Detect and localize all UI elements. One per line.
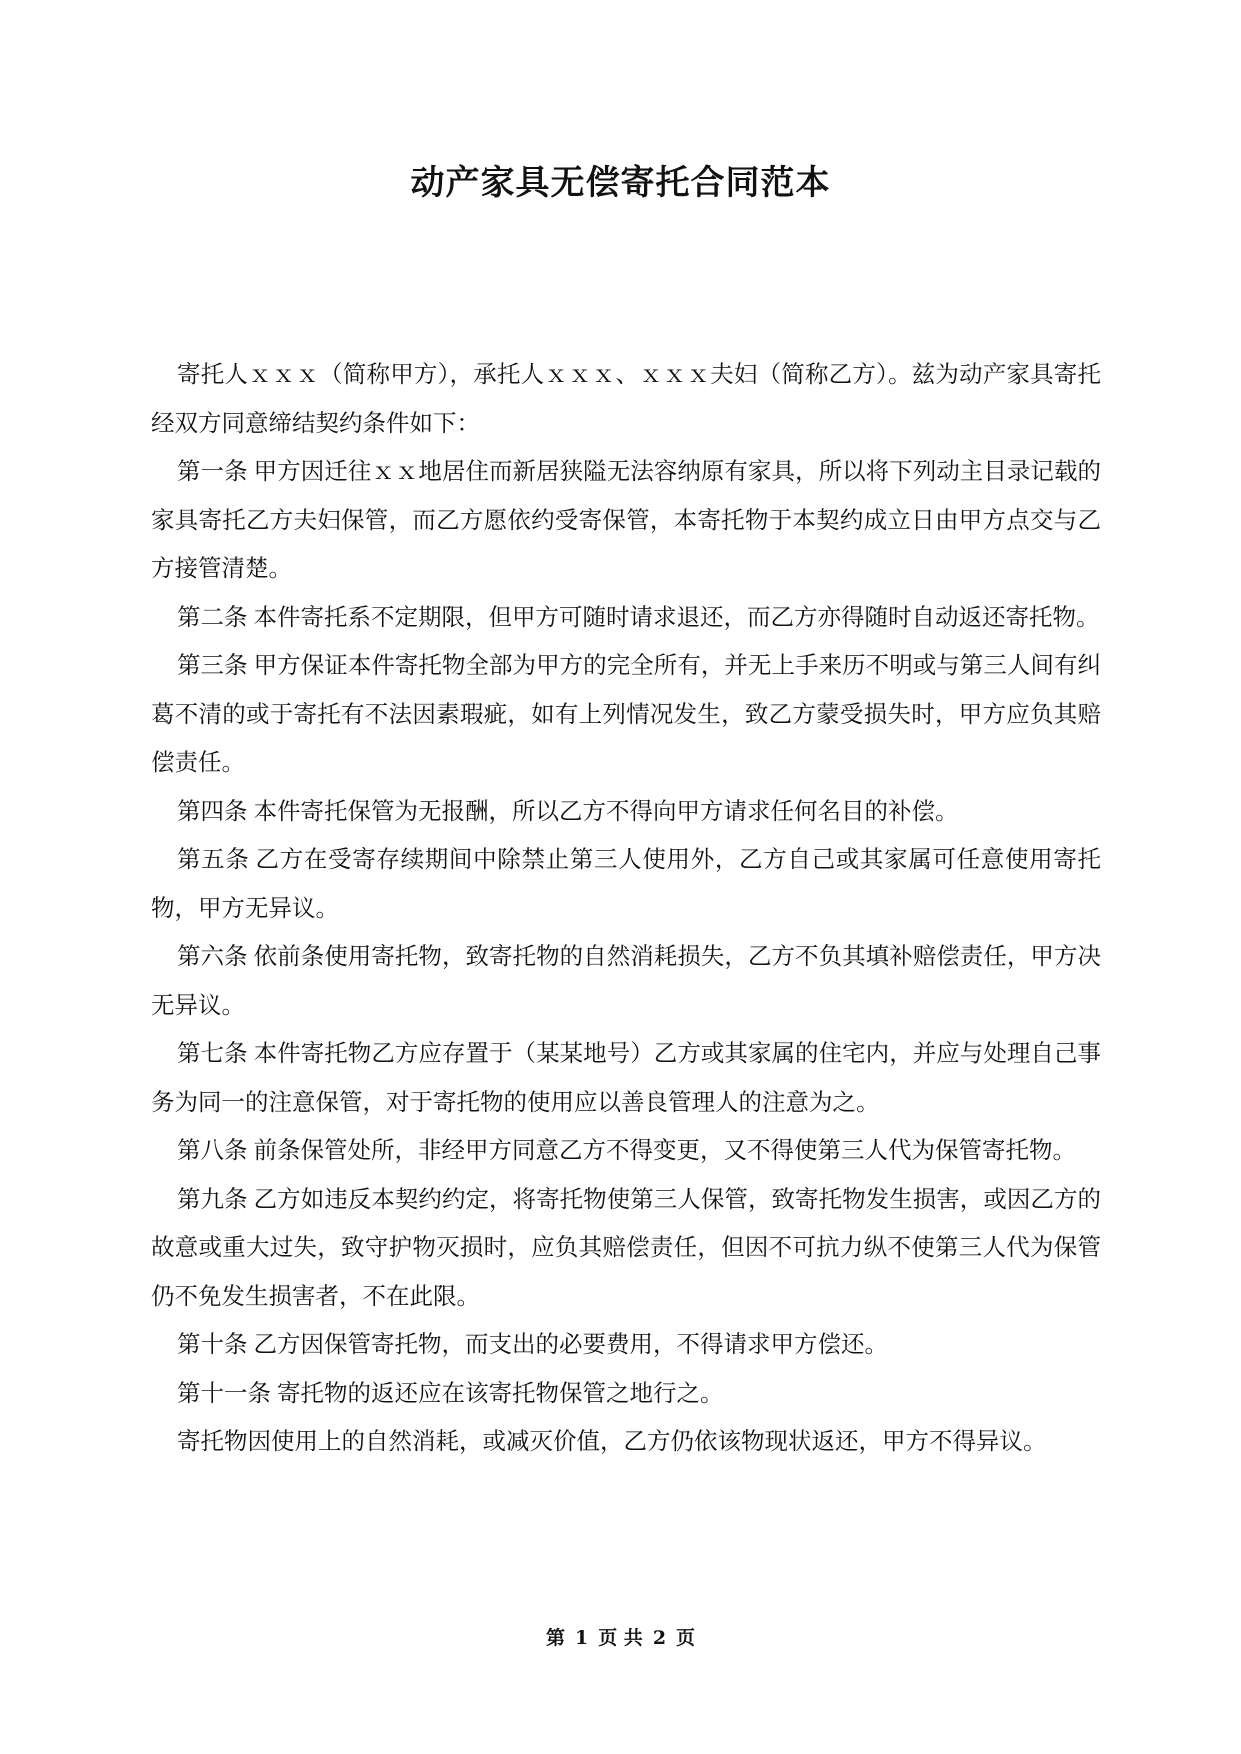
- article-label: 第一条: [177, 457, 248, 485]
- footer-prefix: 第: [545, 1627, 565, 1649]
- article-label: 第十一条: [177, 1378, 271, 1407]
- article-label: 第二条: [177, 602, 248, 631]
- page-footer: [0, 1624, 1241, 1652]
- article-10: [151, 1320, 1101, 1369]
- article-text: 乙方如违反本契约约定，将寄托物使第三人保管，致寄托物发生损害，或因乙方的故意或重大过失，致守护物灭损时，应负其赔偿责任，但因不可抗力纵不使第三人代为保管仍不免发生损害者，不在此限。: [151, 1184, 1102, 1310]
- paragraph-text: 寄托人ｘｘｘ（简称甲方），承托人ｘｘｘ、ｘｘｘ夫妇（简称乙方）。兹为动产家具寄托经双方同意缔结契约条件如下：: [151, 360, 1101, 437]
- paragraph-text: 寄托物因使用上的自然消耗，或减灭价值，乙方仍依该物现状返还，甲方不得异议。: [177, 1427, 1047, 1455]
- article-4: [151, 787, 1101, 836]
- article-3: [151, 641, 1101, 787]
- article-text: 乙方因保管寄托物，而支出的必要费用，不得请求甲方偿还。: [253, 1330, 888, 1358]
- article-text: 本件寄托系不定期限，但甲方可随时请求退还，而乙方亦得随时自动返还寄托物。: [253, 602, 1100, 631]
- document-body: [151, 350, 1101, 1466]
- article-text: 乙方在受寄存续期间中除禁止第三人使用外，乙方自己或其家属可任意使用寄托物，甲方无异议。: [151, 845, 1102, 922]
- article-11: [151, 1369, 1101, 1418]
- article-text: 甲方保证本件寄托物全部为甲方的完全所有，并无上手来历不明或与第三人间有纠葛不清的或于寄托有不法因素瑕疵，如有上列情况发生，致乙方蒙受损失时，甲方应负其赔偿责任。: [151, 651, 1102, 776]
- article-text: 本件寄托保管为无报酬，所以乙方不得向甲方请求任何名目的补偿。: [253, 796, 959, 825]
- article-text: 依前条使用寄托物，致寄托物的自然消耗损失，乙方不负其填补赔偿责任，甲方决无异议。: [151, 942, 1102, 1019]
- article-1: [151, 447, 1101, 593]
- article-text: 前条保管处所，非经甲方同意乙方不得变更，又不得使第三人代为保管寄托物。: [253, 1136, 1076, 1164]
- footer-current-page: 1: [574, 1627, 589, 1649]
- footer-middle: 页 共: [598, 1627, 643, 1649]
- paragraph-intro: [151, 350, 1101, 447]
- paragraph-closing: [151, 1417, 1101, 1466]
- article-label: 第五条: [177, 845, 250, 873]
- footer-total-pages: 2: [652, 1627, 667, 1649]
- footer-suffix: 页: [676, 1627, 696, 1649]
- article-label: 第八条: [177, 1136, 248, 1164]
- article-5: [151, 835, 1101, 932]
- article-7: [151, 1029, 1101, 1126]
- document-title: 动产家具无偿寄托合同范本: [410, 163, 831, 203]
- article-text: 寄托物的返还应在该寄托物保管之地行之。: [277, 1378, 724, 1407]
- article-text: 本件寄托物乙方应存置于（某某地号）乙方或其家属的住宅内，并应与处理自己事务为同一的注意保管，对于寄托物的使用应以善良管理人的注意为之。: [151, 1039, 1102, 1116]
- article-label: 第三条: [177, 651, 248, 679]
- article-9: [151, 1175, 1101, 1321]
- article-label: 第九条: [177, 1184, 248, 1213]
- article-2: [151, 593, 1101, 642]
- article-label: 第六条: [177, 942, 248, 970]
- article-6: [151, 932, 1101, 1029]
- article-8: [151, 1126, 1101, 1175]
- article-label: 第七条: [177, 1039, 248, 1067]
- article-label: 第四条: [177, 796, 248, 825]
- article-label: 第十条: [177, 1330, 248, 1358]
- article-text: 甲方因迁往ｘｘ地居住而新居狭隘无法容纳原有家具，所以将下列动主目录记载的家具寄托乙方夫妇保管，而乙方愿依约受寄保管，本寄托物于本契约成立日由甲方点交与乙方接管清楚。: [151, 457, 1102, 582]
